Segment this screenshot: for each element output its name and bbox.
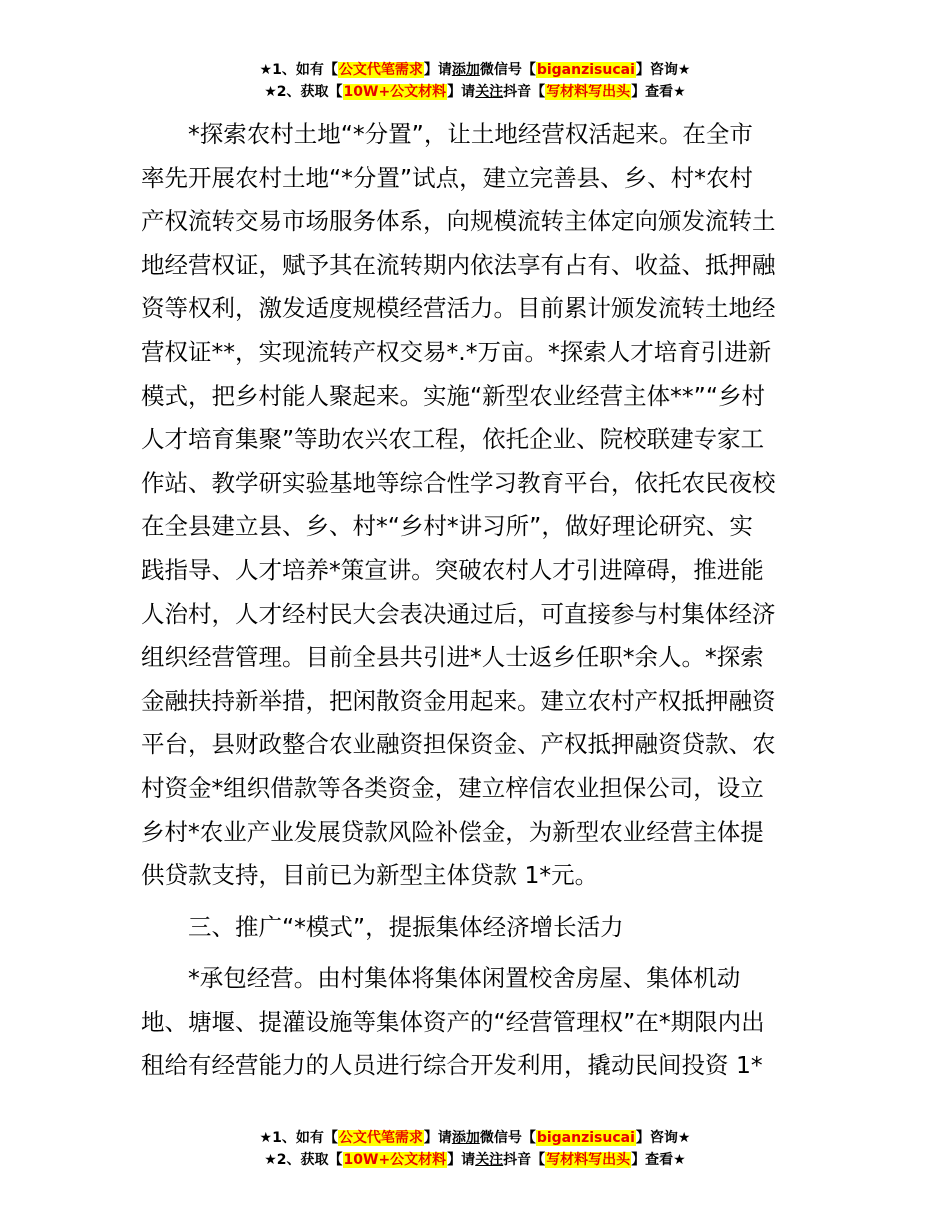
paragraph-gap (141, 898, 813, 906)
paragraph-line: 人才培育集聚”等助农兴农工程，依托企业、院校联建专家工 (141, 425, 765, 454)
paragraph-line: 资等权利，激发适度规模经营活力。目前累计颁发流转土地经 (141, 294, 776, 323)
footer-line-1-mid: 】请 (423, 1130, 452, 1146)
paragraph-line: *承包经营。由村集体将集体闲置校舍房屋、集体机动 (188, 964, 741, 993)
paragraph-line: 营权证**，实现流转产权交易*.*万亩。*探索人才培育引进新 (141, 337, 772, 366)
paragraph-line: 人治村，人才经村民大会表决通过后，可直接参与村集体经济 (141, 599, 776, 628)
document-body (141, 113, 813, 1088)
header-line-1-highlight-service: 公文代笔需求 (338, 62, 423, 78)
paragraph-line: 模式，把乡村能人聚起来。实施“新型农业经营主体**”“乡村 (141, 381, 766, 410)
paragraph-line: 平台，县财政整合农业融资担保资金、产权抵押融资贷款、农 (141, 730, 776, 759)
header-line-1-pre: ★1、如有【 (259, 62, 338, 78)
paragraph-line: 金融扶持新举措，把闲散资金用起来。建立农村产权抵押融资 (141, 686, 776, 715)
header-line-2-mid2: 抖音【 (503, 84, 546, 100)
footer-line-1-post: 】咨询★ (635, 1130, 691, 1146)
paragraph-line: 在全县建立县、乡、村*“乡村*讲习所”，做好理论研究、实 (141, 512, 753, 541)
footer-line-2-underline: 关注 (475, 1152, 504, 1168)
footer-line-1 (0, 1127, 950, 1149)
paragraph-line: 作站、教学研实验基地等综合性学习教育平台，依托农民夜校 (141, 468, 776, 497)
header-line-1-post: 】咨询★ (635, 62, 691, 78)
paragraph-line: 地经营权证，赋予其在流转期内依法享有占有、收益、抵押融 (141, 250, 776, 279)
paragraph-1 (141, 113, 813, 898)
footer-line-1-mid2: 微信号【 (479, 1130, 536, 1146)
paragraph-gap (141, 949, 813, 957)
header-line-1-highlight-wechat: biganzisucai (536, 62, 635, 78)
header-line-1-mid2: 微信号【 (479, 62, 536, 78)
paragraph-line: *探索农村土地“*分置”，让土地经营权活起来。在全市 (188, 120, 753, 148)
footer-line-2-mid: 】请 (447, 1152, 476, 1168)
footer-line-1-highlight-wechat: biganzisucai (536, 1130, 635, 1146)
header-banner (0, 59, 950, 103)
header-line-1-mid: 】请 (423, 62, 452, 78)
header-line-2-mid: 】请 (447, 84, 476, 100)
paragraph-line: 供贷款支持，目前已为新型主体贷款 1*元。 (141, 861, 599, 890)
header-line-2-pre: ★2、获取【 (264, 84, 343, 100)
footer-line-2-highlight-douyin: 写材料写出头 (546, 1152, 631, 1168)
header-line-2-post: 】查看★ (631, 84, 686, 100)
footer-line-1-highlight-service: 公文代笔需求 (338, 1130, 423, 1146)
footer-line-1-pre: ★1、如有【 (259, 1130, 338, 1146)
paragraph-line: 租给有经营能力的人员进行综合开发利用，撬动民间投资 1* (141, 1051, 763, 1080)
paragraph-line: 组织经营管理。目前全县共引进*人士返乡任职*余人。*探索 (141, 643, 764, 672)
footer-line-2 (0, 1149, 950, 1171)
footer-line-2-mid2: 抖音【 (503, 1152, 546, 1168)
paragraph-line: 乡村*农业产业发展贷款风险补偿金，为新型农业经营主体提 (141, 817, 764, 846)
footer-line-2-post: 】查看★ (631, 1152, 686, 1168)
paragraph-line: 率先开展农村土地“*分置”试点，建立完善县、乡、村*农村 (141, 163, 753, 192)
paragraph-2 (141, 957, 813, 1088)
section-heading (141, 906, 813, 950)
header-line-2 (0, 81, 950, 103)
header-line-2-highlight-douyin: 写材料写出头 (546, 84, 631, 100)
section-heading-text: 三、推广“*模式”，提振集体经济增长活力 (188, 912, 624, 941)
paragraph-line: 地、塘堰、提灌设施等集体资产的“经营管理权”在*期限内出 (141, 1007, 765, 1036)
footer-line-2-highlight-materials: 10W+公文材料 (343, 1152, 447, 1168)
header-line-1-underline: 添加 (451, 62, 480, 78)
footer-line-2-pre: ★2、获取【 (264, 1152, 343, 1168)
header-line-2-underline: 关注 (475, 84, 504, 100)
header-line-1 (0, 59, 950, 81)
paragraph-line: 村资金*组织借款等各类资金，建立梓信农业担保公司，设立 (141, 773, 764, 802)
paragraph-line: 产权流转交易市场服务体系，向规模流转主体定向颁发流转土 (141, 207, 776, 236)
footer-line-1-underline: 添加 (451, 1130, 480, 1146)
footer-banner (0, 1127, 950, 1171)
header-line-2-highlight-materials: 10W+公文材料 (343, 84, 447, 100)
paragraph-line: 践指导、人才培养*策宣讲。突破农村人才引进障碍，推进能 (141, 555, 764, 584)
